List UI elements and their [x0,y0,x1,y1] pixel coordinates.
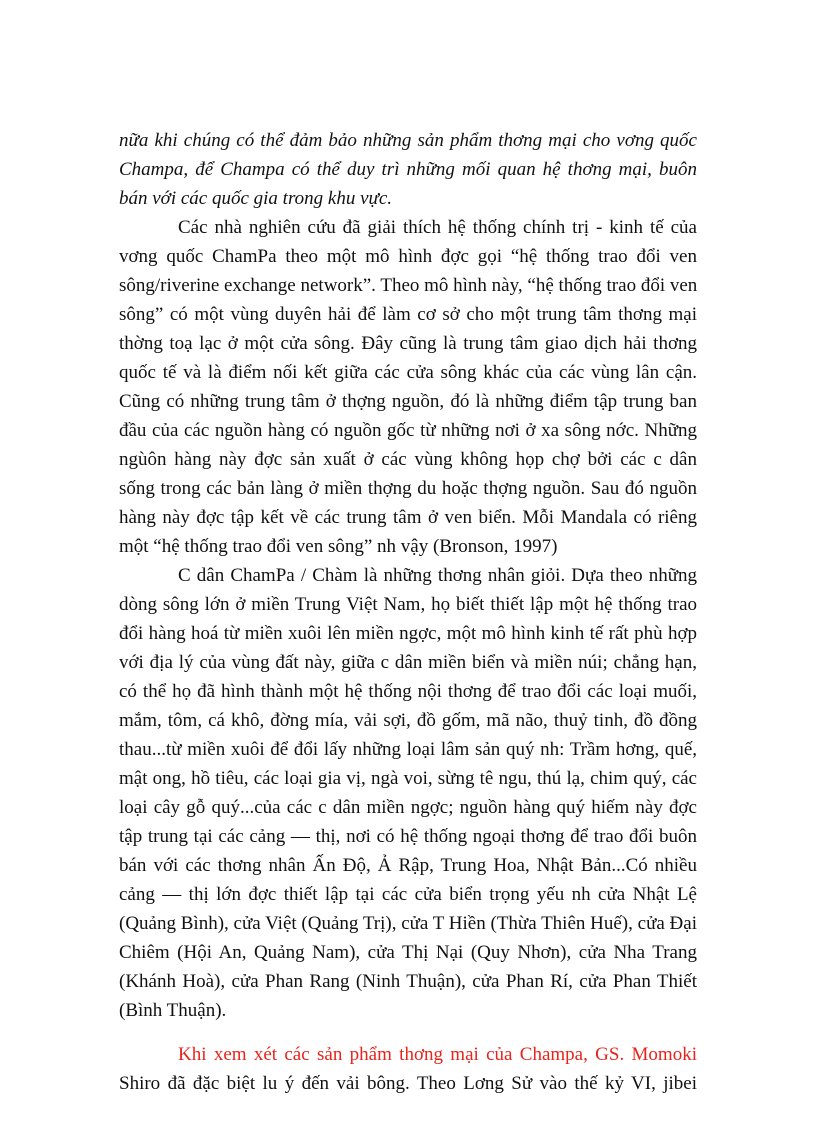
paragraph-2-line-1: Các nhà nghiên cứu đã giải thích hệ thống chính trị - kinh tế của [178,217,697,238]
paragraph-3-line-3: đổi hàng hoá từ miền xuôi lên miền ngợc, một mô hình kinh tế rất phù hợp [119,623,697,644]
paragraph-3-line-6: mắm, tôm, cá khô, đờng mía, vải sợi, đồ gốm, mã não, thuỷ tinh, đồ đồng [119,710,697,731]
paragraph-2-line-10: sống trong các bản làng ở miền thợng du hoặc thợng nguồn. Sau đó nguồn [119,478,697,499]
paragraph-3-line-7: thau...từ miền xuôi để đổi lấy những loại lâm sản quý nh: Trầm hơng, quế, [119,739,697,760]
paragraph-1-line-3: bán với các quốc gia trong khu vực. [119,188,393,209]
paragraph-3-line-4: với địa lý của vùng đất này, giữa c dân miền biển và miền núi; chẳng hạn, [119,652,697,673]
paragraph-4-line-1: Khi xem xét các sản phẩm thơng mại của Champa, GS. Momoki [178,1044,697,1065]
paragraph-2-line-8: đầu của các nguồn hàng có nguồn gốc từ những nơi ở xa sông nớc. Những [119,420,697,441]
paragraph-2-line-7: Cũng có những trung tâm ở thợng nguồn, đó là những điểm tập trung ban [119,391,697,412]
paragraph-1-line-1: nữa khi chúng có thể đảm bảo những sản phẩm thơng mại cho vơng quốc [119,130,697,151]
paragraph-4-line-2: Shiro đã đặc biệt lu ý đến vải bông. Theo Lơng Sử vào thế kỷ VI, jibei [119,1073,697,1094]
paragraph-2-line-4: sông” có một vùng duyên hải để làm cơ sở cho một trung tâm thơng mại [119,304,697,325]
paragraph-3-line-16: (Bình Thuận). [119,1000,227,1021]
paragraph-3-line-5: có thể họ đã hình thành một hệ thống nội thơng để trao đổi các loại muối, [119,681,697,702]
paragraph-3-line-15: (Khánh Hoà), cửa Phan Rang (Ninh Thuận), cửa Phan Rí, cửa Phan Thiết [119,971,697,992]
paragraph-2-line-11: hàng này đợc tập kết về các trung tâm ở ven biển. Mỗi Mandala có riêng [119,507,697,528]
paragraph-2-line-5: thờng toạ lạc ở một cửa sông. Đây cũng là trung tâm giao dịch hải thơng [119,333,697,354]
paragraph-3-line-9: loại cây gỗ quý...của các c dân miền ngợc; nguồn hàng quý hiếm này đợc [119,797,697,818]
paragraph-3-line-8: mật ong, hồ tiêu, các loại gia vị, ngà voi, sừng tê ngu, thú lạ, chim quý, các [119,768,697,789]
paragraph-3-line-12: cảng — thị lớn đợc thiết lập tại các cửa biển trọng yếu nh cửa Nhật Lệ [119,884,697,905]
paragraph-3-line-13: (Quảng Bình), cửa Việt (Quảng Trị), cửa T Hiền (Thừa Thiên Huế), cửa Đại [119,913,697,934]
paragraph-1-line-2: Champa, để Champa có thể duy trì những mối quan hệ thơng mại, buôn [119,159,697,180]
paragraph-3-line-1: C dân ChamPa / Chàm là những thơng nhân giỏi. Dựa theo những [178,565,697,586]
paragraph-3-line-14: Chiêm (Hội An, Quảng Nam), cửa Thị Nại (Quy Nhơn), cửa Nha Trang [119,942,697,963]
paragraph-2-line-6: quốc tế và là điểm nối kết giữa các cửa sông khác của các vùng lân cận. [119,362,697,383]
paragraph-3-line-2: dòng sông lớn ở miền Trung Việt Nam, họ biết thiết lập một hệ thống trao [119,594,697,615]
paragraph-2-line-9: ngùôn hàng này đợc sản xuất ở các vùng không họp chợ bởi các c dân [119,449,697,470]
paragraph-2-line-12: một “hệ thống trao đổi ven sông” nh vậy (Bronson, 1997) [119,536,558,557]
paragraph-3-line-11: bán với các thơng nhân Ấn Độ, Ả Rập, Trung Hoa, Nhật Bản...Có nhiều [119,855,697,876]
paragraph-2-line-3: sông/riverine exchange network”. Theo mô hình này, “hệ thống trao đổi ven [119,275,697,296]
paragraph-2-line-2: vơng quốc ChamPa theo một mô hình đợc gọi “hệ thống trao đổi ven [119,246,697,267]
paragraph-3-line-10: tập trung tại các cảng — thị, nơi có hệ thống ngoại thơng để trao đổi buôn [119,826,697,847]
